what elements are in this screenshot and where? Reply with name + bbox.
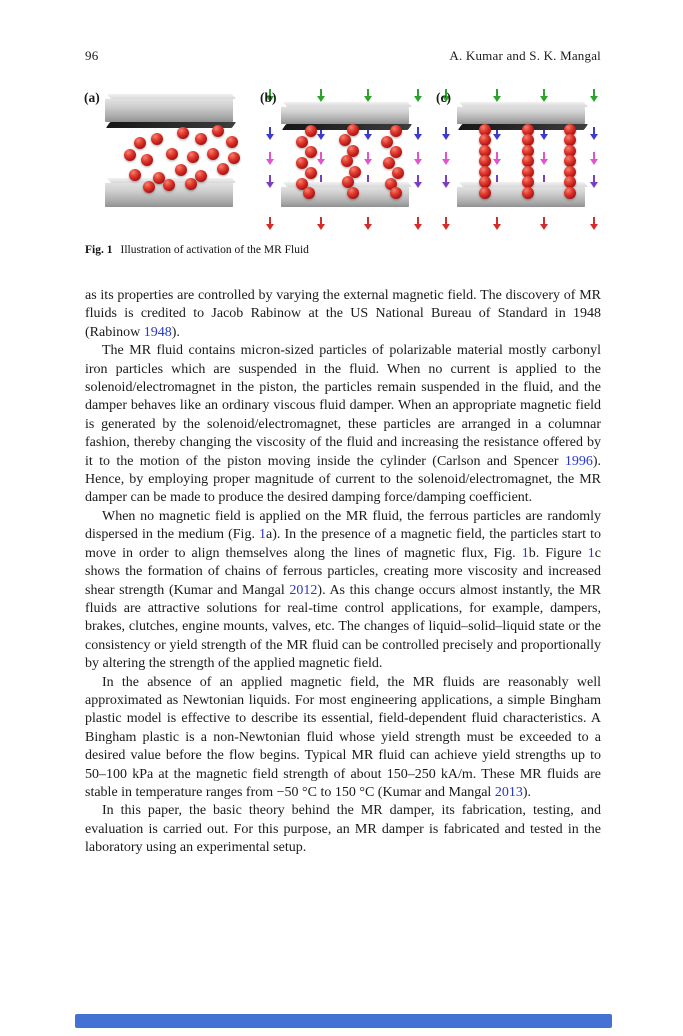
magnetic-field-magenta-arrow-icon [414,152,422,166]
mr-particle [228,152,240,164]
mr-particle [129,169,141,181]
magnetic-field-red-arrow-icon [493,217,501,231]
mr-particle [207,148,219,160]
magnetic-field-blue-arrow-icon [266,127,274,141]
magnetic-field-purple-arrow-icon [266,175,274,189]
figure-panel-straight-chains [435,86,605,236]
paragraph: When no magnetic field is applied on the MR fluid, the ferrous particles are randomly dispersed in the medium (Fig. 1a). In the presence of a magnetic field, the particles start to move in order to align themselves along the lines of magnetic flux, Fig. 1b. Figure 1c shows the formation of chains of ferrous particles, creating more viscosity and increased shear strength (Kumar and Mangal 2012). As this change occurs almost instantly, the MR fluids are attractive solutions for real-time control applications, for example, dampers, brakes, clutches, engine mounts, valves, etc. The changes of liquid–solid–liquid state or the consistency or yield strength of the MR fluid can be controlled precisely and proportionally by altering the strength of the applied magnetic field. [85,508,602,672]
figure-panel-random-dispersion [83,86,253,236]
figure-1 [83,86,605,236]
mr-particle [296,157,308,169]
mr-particle [341,155,353,167]
magnetic-field-red-arrow-icon [590,217,598,231]
mr-particle [166,148,178,160]
figure-panel-aligning-chains [259,86,429,236]
paragraph: The MR fluid contains micron-sized particles of polarizable material mostly carbonyl iron particles which are suspended in the fluid. When no current is applied to the solenoid/electromagnet in the piston, the particles remain suspended in the fluid, and the damper behaves like an ordinary viscous fluid damper. When an appropriate magnetic field is generated by the solenoid/electromagnet, these particles are arranged in a columnar fashion, thereby changing the viscosity of the fluid and increasing the resistance offered by it to the motion of the piston moving inside the cylinder (Carlson and Spencer 1996). Hence, by employing proper magnitude of current to the solenoid/electromagnet, the MR damper can be made to produce the desired damping force/damping coefficient. [85,343,601,506]
body-text [85,287,601,858]
magnetic-field-magenta-arrow-icon [364,152,372,166]
mr-particle [195,133,207,145]
magnetic-field-red-arrow-icon [442,217,450,231]
mr-particle [305,146,317,158]
magnetic-field-red-arrow-icon [414,217,422,231]
running-title: A. Kumar and S. K. Mangal [449,48,601,63]
citation-link[interactable]: 1948 [143,324,172,340]
page-number: 96 [85,48,99,63]
mr-particle [564,187,576,199]
mr-particle [187,151,199,163]
citation-link[interactable]: 2013 [494,784,523,800]
mr-particle [390,125,402,137]
magnetic-field-green-arrow-icon [414,89,422,103]
mr-particle [349,166,361,178]
mr-particle [522,187,534,199]
mr-particle [381,136,393,148]
citation-link[interactable]: 1 [259,527,267,543]
panel-label: (b) [260,90,277,105]
page-header [85,48,601,64]
mr-particle [212,125,224,137]
panel-label: (c) [436,90,451,105]
paragraph: In this paper, the basic theory behind the MR damper, its fabrication, testing, and evaluation is carried out. For this purpose, an MR damper is fabricated and tested in the laboratory using an experimental setup. [85,803,601,856]
magnetic-field-green-arrow-icon [317,89,325,103]
magnetic-field-green-arrow-icon [493,89,501,103]
mr-particle [296,136,308,148]
magnetic-field-magenta-arrow-icon [442,152,450,166]
figure-caption-label: Fig. 1 [85,244,113,256]
mr-particle [226,136,238,148]
mr-particle [347,124,359,136]
citation-link[interactable]: 1996 [564,453,593,469]
mr-particle [305,167,317,179]
mr-particle [217,163,229,175]
magnetic-field-blue-arrow-icon [590,127,598,141]
mr-particle [124,149,136,161]
magnetic-field-red-arrow-icon [540,217,548,231]
magnetic-field-magenta-arrow-icon [317,152,325,166]
citation-link[interactable]: 2012 [289,582,318,598]
mr-particle [185,178,197,190]
magnetic-field-green-arrow-icon [540,89,548,103]
mr-particle [390,146,402,158]
mr-particle [390,187,402,199]
bottom-scrollbar[interactable] [75,1014,612,1028]
magnetic-field-red-arrow-icon [317,217,325,231]
mr-particle [134,137,146,149]
magnetic-field-magenta-arrow-icon [540,152,548,166]
top-plate [281,106,409,124]
magnetic-field-red-arrow-icon [266,217,274,231]
mr-particle [392,167,404,179]
magnetic-field-purple-arrow-icon [590,175,598,189]
mr-particle [177,127,189,139]
mr-particle [141,154,153,166]
figure-caption [85,244,601,256]
mr-particle [175,164,187,176]
magnetic-field-magenta-arrow-icon [493,152,501,166]
magnetic-field-blue-arrow-icon [442,127,450,141]
magnetic-field-purple-arrow-icon [414,175,422,189]
citation-link[interactable]: 1 [521,545,529,561]
magnetic-field-green-arrow-icon [590,89,598,103]
mr-particle [383,157,395,169]
magnetic-field-magenta-arrow-icon [590,152,598,166]
magnetic-field-magenta-arrow-icon [266,152,274,166]
top-plate [105,98,233,122]
panel-label: (a) [84,90,100,105]
magnetic-field-blue-arrow-icon [414,127,422,141]
mr-particle [143,181,155,193]
mr-particle [347,187,359,199]
citation-link[interactable]: 1 [587,545,595,561]
magnetic-field-red-arrow-icon [364,217,372,231]
mr-particle [479,187,491,199]
mr-particle [163,179,175,191]
paragraph: In the absence of an applied magnetic field, the MR fluids are reasonably well approximated as Newtonian liquids. For most engineering applications, a simple Bingham plastic model is effective to describe its essential, field-dependent fluid characteristics. A Bingham plastic is a non-Newtonian fluid whose yield strength must be exceeded to a desired value before the flow begins. Typical MR fluid can achieve yield strengths up to 50–100 kPa at the magnetic field strength of about 150–250 kA/m. These MR fluids are stable in temperature ranges from −50 °C to 150 °C (Kumar and Mangal 2013). [85,674,601,800]
top-plate [457,106,585,124]
mr-particle [339,134,351,146]
mr-particle [151,133,163,145]
magnetic-field-purple-arrow-icon [442,175,450,189]
figure-caption-text: Illustration of activation of the MR Fluid [120,244,309,256]
magnetic-field-green-arrow-icon [364,89,372,103]
mr-particle [305,125,317,137]
paragraph: as its properties are controlled by varying the external magnetic field. The discovery of MR fluids is credited to Jacob Rabinow at the US National Bureau of Standard in 1948 (Rabinow 1948). [85,288,601,340]
mr-particle [303,187,315,199]
